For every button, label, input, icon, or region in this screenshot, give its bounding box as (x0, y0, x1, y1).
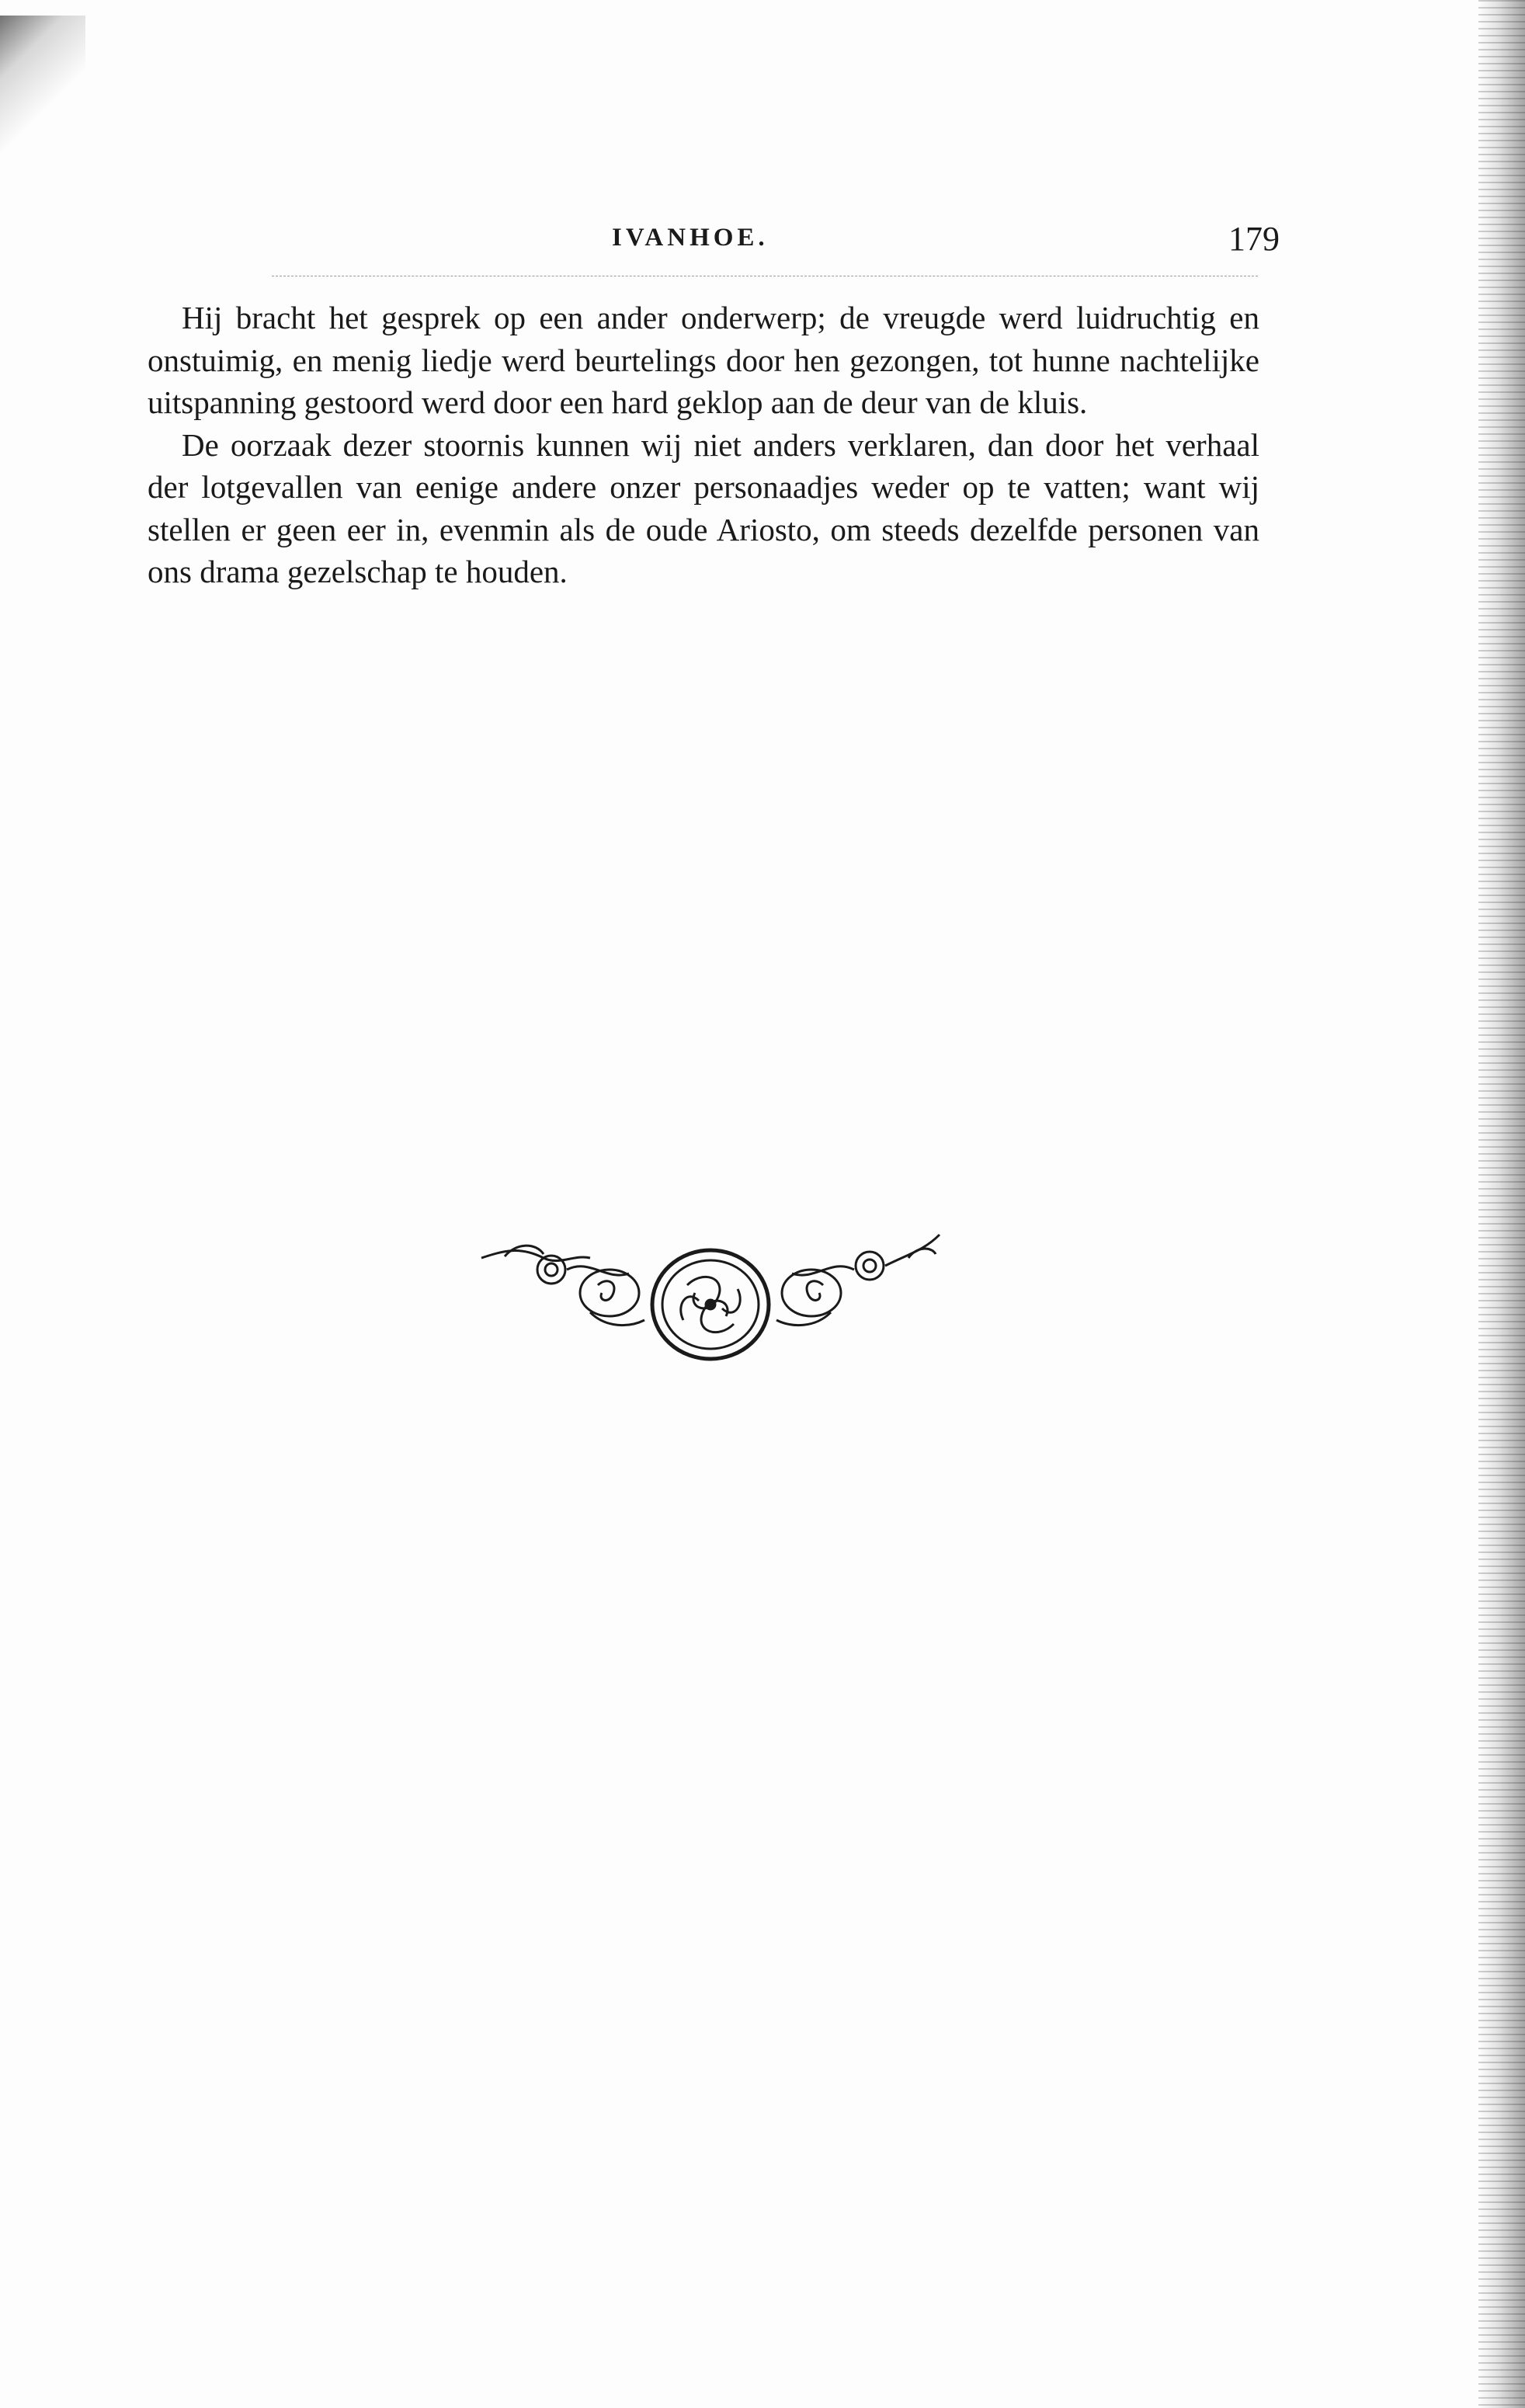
floral-tailpiece-icon (474, 1211, 947, 1367)
scan-shadow-edge (1478, 0, 1525, 2408)
paragraph: Hij bracht het gesprek op een ander onderwerp; de vreugde werd luidruchtig en onstuimig, en menig liedje werd beurtelings door hen gezongen, tot hunne nachtelijke uitspanning gestoord werd door een hard geklop aan de deur van de kluis. (148, 300, 1259, 420)
running-title: IVANHOE. (612, 224, 769, 252)
page-header (177, 220, 1280, 262)
scan-shadow-corner (0, 16, 85, 186)
page-number: 179 (1228, 220, 1280, 258)
body-text (148, 297, 1259, 593)
paragraph: De oorzaak dezer stoornis kunnen wij niet anders verklaren, dan door het verhaal der lotgevallen van eenige andere onzer personaadjes weder op te vatten; want wij stellen er geen eer in, evenmin als de oude Ariosto, om steeds dezelfde personen van ons drama gezelschap te houden. (148, 426, 1259, 589)
